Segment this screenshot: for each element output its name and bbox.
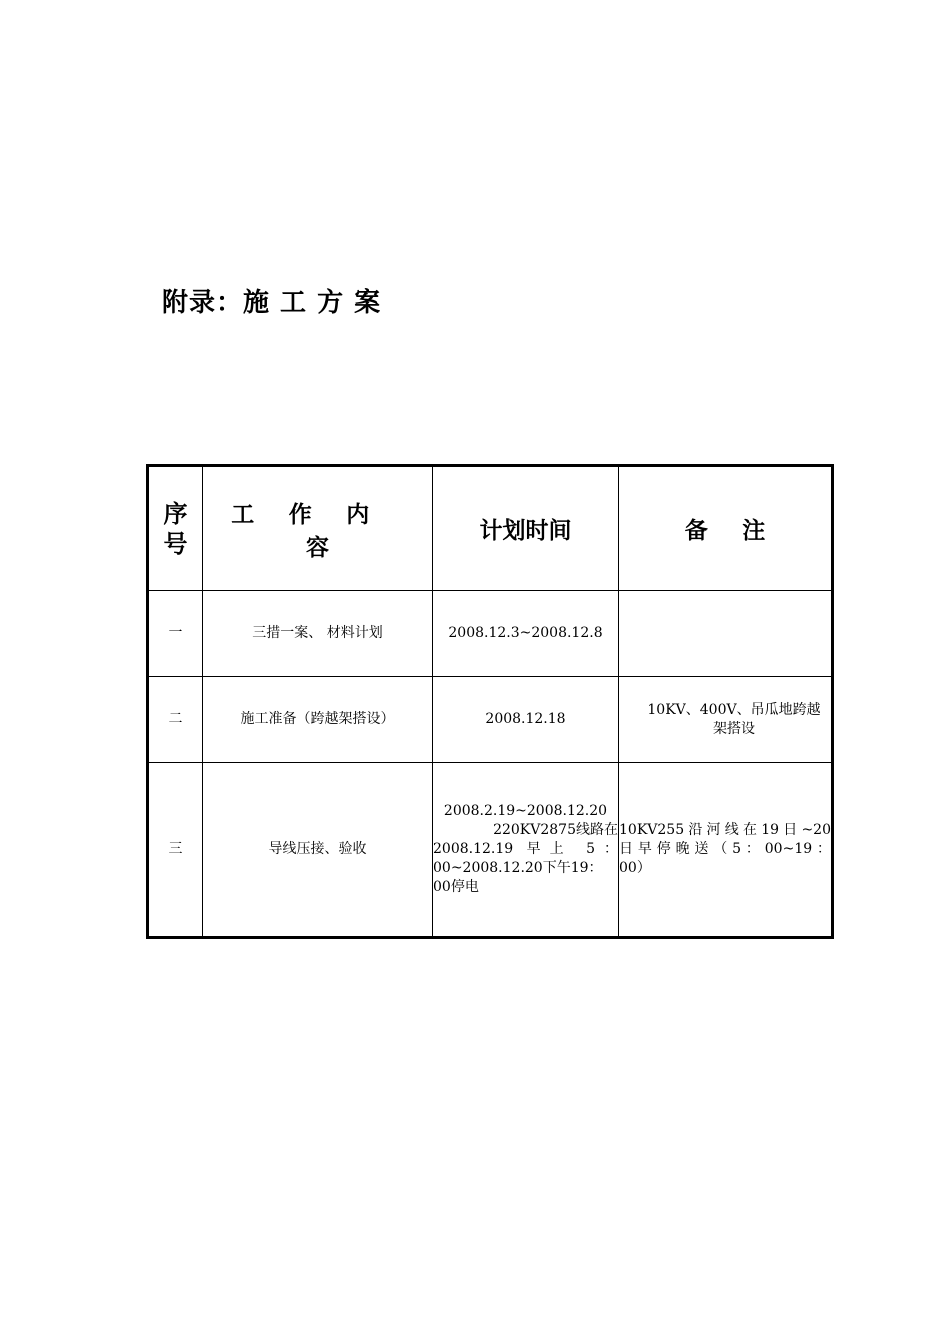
header-note xyxy=(619,466,833,591)
row-task: 导线压接、验收 xyxy=(203,763,433,938)
table-row xyxy=(148,677,833,763)
construction-plan-table xyxy=(146,464,834,939)
table-row xyxy=(148,591,833,677)
row-time-line: 2008.12.19 早上 5： xyxy=(433,841,618,857)
row-note-line: 10KV、400V、吊瓜地跨越 xyxy=(647,701,821,718)
header-seq-line1: 序 xyxy=(163,499,188,528)
header-seq-line2: 号 xyxy=(163,529,188,558)
row-note-line: 架搭设 xyxy=(713,720,755,737)
table-row xyxy=(148,763,833,938)
row-time-line: 00停电 xyxy=(433,879,479,895)
row-seq: 三 xyxy=(148,763,203,938)
row-note-line: 日早停晚送（5：00~19： xyxy=(619,841,831,857)
header-seq xyxy=(148,466,203,591)
row-time-line: 220KV2875线路在 xyxy=(493,822,618,838)
row-seq: 二 xyxy=(148,677,203,763)
row-time-line: 2008.2.19~2008.12.20 xyxy=(443,803,608,819)
row-note xyxy=(619,763,833,938)
row-task: 三措一案、 材料计划 xyxy=(203,591,433,677)
row-time xyxy=(433,763,619,938)
header-time-label: 计划时间 xyxy=(479,518,572,544)
row-time: 2008.12.3~2008.12.8 xyxy=(433,591,619,677)
row-time-line: 00~2008.12.20下午19： xyxy=(433,860,603,876)
header-time xyxy=(433,466,619,591)
row-note-line: 10KV255沿河线在19日~20 xyxy=(619,822,831,838)
page-title: 附录：施 工 方 案 xyxy=(162,288,382,318)
row-note xyxy=(619,591,833,677)
row-time: 2008.12.18 xyxy=(433,677,619,763)
row-seq: 一 xyxy=(148,591,203,677)
header-note-label: 备注 xyxy=(684,518,800,544)
row-note xyxy=(619,677,833,763)
table-header-row xyxy=(148,466,833,591)
row-task: 施工准备（跨越架搭设） xyxy=(203,677,433,763)
header-task-label: 工作内容 xyxy=(231,501,404,561)
header-task xyxy=(203,466,433,591)
row-note-line: 00） xyxy=(619,860,651,876)
